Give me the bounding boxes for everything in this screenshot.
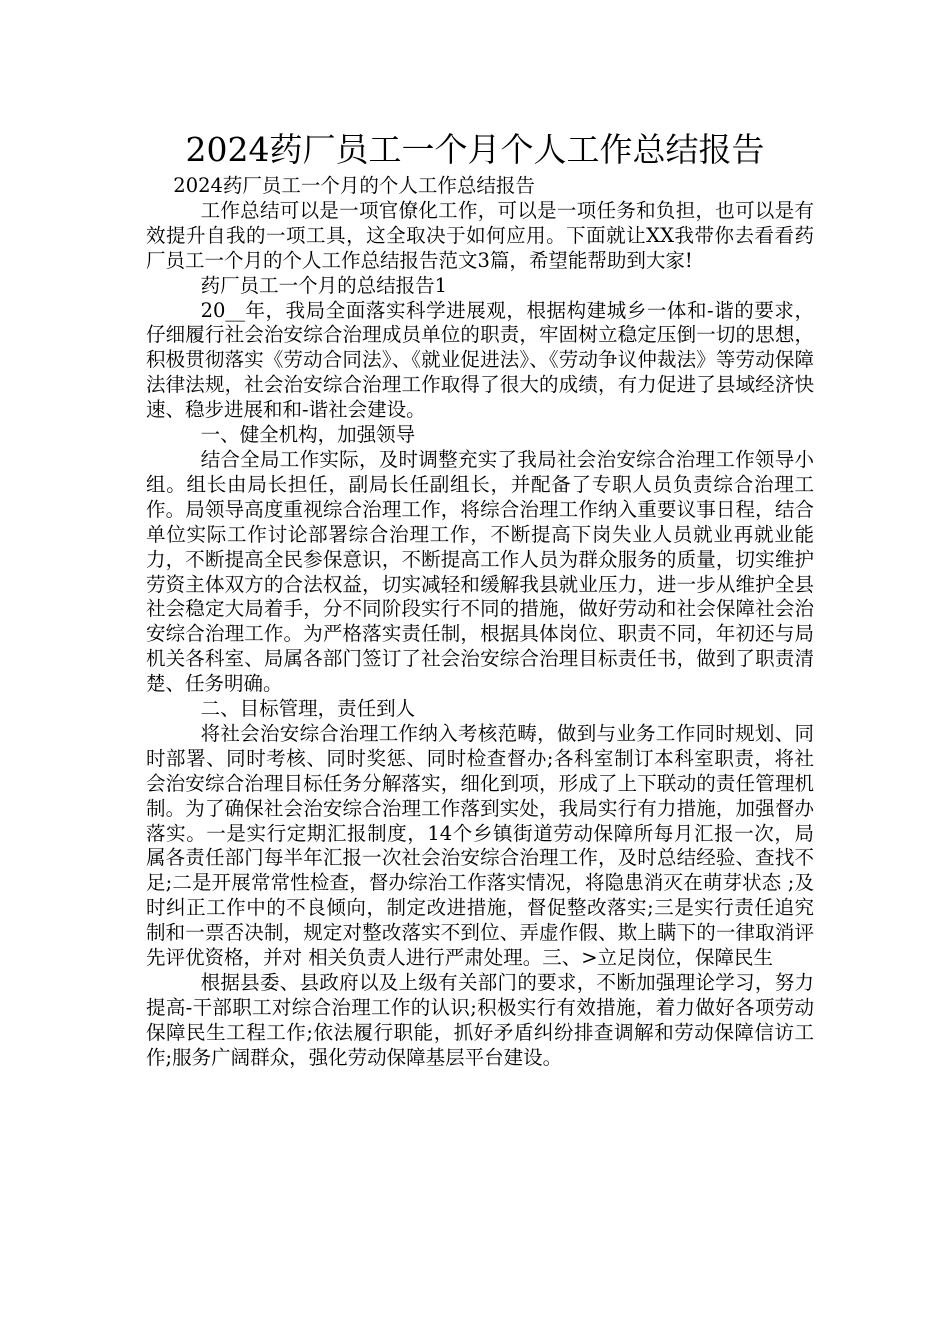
document-body: [146, 174, 814, 1071]
document-title: 2024药厂员工一个月个人工作总结报告: [185, 130, 765, 169]
paragraph-report-heading: 药厂员工一个月的总结报告1: [200, 273, 448, 297]
paragraph-section-1: 结合全局工作实际，及时调整充实了我局社会治安综合治理工作领导小组。组长由局长担任，副局长任副组长，并配备了专职人员负责综合治理工作。局领导高度重视综合治理工作，将综合治理工作纳入重要议事日程，结合单位实际工作讨论部署综合治理工作，不断提高下岗失业人员就业再就业能力，不断提高全民参保意识，不断提高工作人员为群众服务的质量，切实维护劳资主体双方的合法权益，切实减轻和缓解我县就业压力，进一步从维护全县社会稳定大局着手，分不同阶段实行不同的措施，做好劳动和社会保障社会治安综合治理工作。为严格落实责任制，根据具体岗位、职责不同，年初还与局机关各科室、局属各部门签订了社会治安综合治理目标责任书，做到了职责清楚、任务明确。: [146, 447, 814, 696]
paragraph-section-2: 将社会治安综合治理工作纳入考核范畴，做到与业务工作同时规划、同时部署、同时考核、同时奖惩、同时检查督办;各科室制订本科室职责，将社会治安综合治理目标任务分解落实，细化到项，形成了上下联动的责任管理机制。为了确保社会治安综合治理工作落到实处，我局实行有力措施，加强督办落实。一是实行定期汇报制度，14个乡镇街道劳动保障所每月汇报一次，局属各责任部门每半年汇报一次社会治安综合治理工作，及时总结经验、查找不足;二是开展常常性检查，督办综治工作落实情况，将隐患消灭在萌芽状态 ;及时纠正工作中的不良倾向，制定改进措施，督促整改落实;三是实行责任追究制和一票否决制，规定对整改落实不到位、弄虚作假、欺上瞒下的一律取消评先评优资格，并对 相关负责人进行严肃处理。三、>立足岗位，保障民生: [146, 721, 814, 970]
paragraph-intro: 工作总结可以是一项官僚化工作，可以是一项任务和负担，也可以是有效提升自我的一项工具，这全取决于如何应用。下面就让XX我带你去看看药厂员工一个月的个人工作总结报告范文3篇，希望能帮助到大家!: [146, 198, 814, 272]
section-heading-1: 一、健全机构，加强领导: [200, 423, 416, 447]
paragraph-section-3: 根据县委、县政府以及上级有关部门的要求，不断加强理论学习，努力提高-干部职工对综合治理工作的认识;积极实行有效措施，着力做好各项劳动保障民生工程工作;依法履行职能，抓好矛盾纠纷排查调解和劳动保障信访工作;服务广阔群众，强化劳动保障基层平台建设。: [146, 971, 814, 1069]
section-heading-2: 二、目标管理，责任到人: [200, 697, 416, 721]
paragraph-overview: 20__年，我局全面落实科学进展观，根据构建城乡一体和-谐的要求，仔细履行社会治安综合治理成员单位的职责，牢固树立稳定压倒一切的思想，积极贯彻落实《劳动合同法》、《就业促进法》、《劳动争议仲裁法》等劳动保障法律法规，社会治安综合治理工作取得了很大的成绩，有力促进了县域经济快速、稳步进展和和-谐社会建设。: [146, 298, 814, 422]
paragraph-subtitle: 2024药厂员工一个月的个人工作总结报告: [173, 174, 535, 197]
